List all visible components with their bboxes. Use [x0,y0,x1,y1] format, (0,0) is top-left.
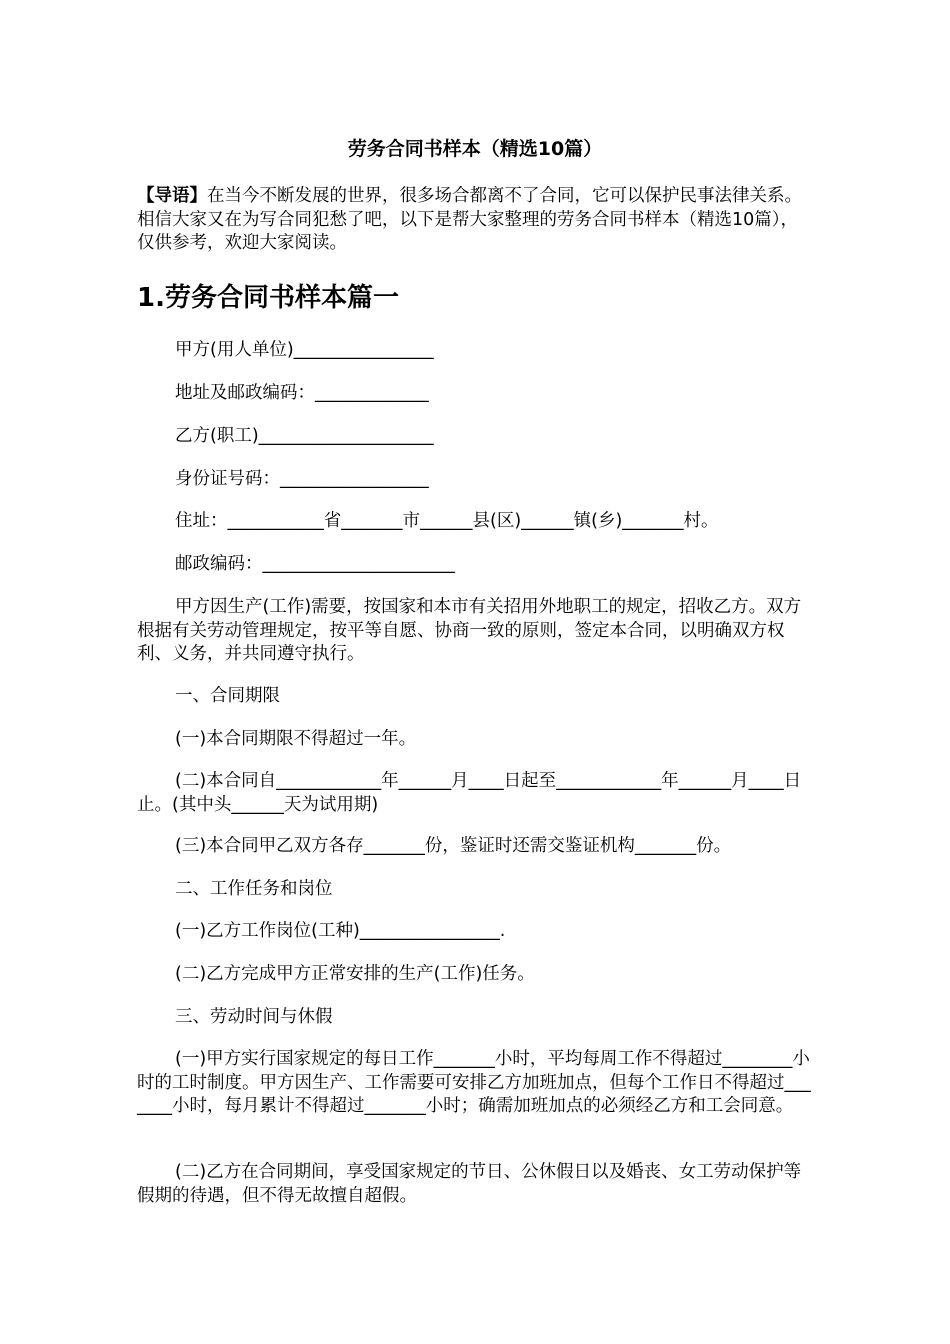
term-clause-1: (一)本合同期限不得超过一年。 [175,729,417,749]
term-clause-2: (二)本合同自____________年______月____日起至____________年______月____日止。(其中头______天为试用期) [137,771,802,815]
id-number-line: 身份证号码：_________________ [175,469,429,489]
address-line: 地址及邮政编码：_____________ [175,383,429,403]
intro-lead: 【导语】 [137,186,207,206]
section-two-heading: 二、工作任务和岗位 [175,879,333,899]
section-heading: 1.劳务合同书样本篇一 [137,283,399,313]
job-clause-2: (二)乙方完成甲方正常安排的生产(工作)任务。 [175,964,535,984]
term-clause-3: (三)本合同甲乙双方各存_______份，鉴证时还需交鉴证机构_______份。 [175,836,732,856]
contract-preamble: 甲方因生产(工作)需要，按国家和本市有关招用外地职工的规定，招收乙方。双方根据有关劳动管理规定，按平等自愿、协商一致的原则，签定本合同，以明确双方权利、义务，并共同遵守执行。 [137,597,802,664]
document-title: 劳务合同书样本（精选10篇） [347,138,603,160]
job-clause-1: (一)乙方工作岗位(工种)________________. [175,921,506,941]
residence-line: 住址：___________省_______市______县(区)______镇(乡)_______村。 [175,511,719,531]
section-three-heading: 三、劳动时间与休假 [175,1007,333,1027]
postal-code-line: 邮政编码：______________________ [175,554,455,574]
section-one-heading: 一、合同期限 [175,686,280,706]
intro-paragraph [137,185,813,256]
hours-clause-2: (二)乙方在合同期间，享受国家规定的节日、公休假日以及婚丧、女工劳动保护等假期的待遇，但不得无故擅自超假。 [137,1162,802,1206]
party-b-line: 乙方(职工)____________________ [175,426,434,446]
hours-clause-1: (一)甲方实行国家规定的每日工作_______小时，平均每周工作不得超过________小时的工时制度。甲方因生产、工作需要可安排乙方加班加点，但每个工作日不得超过_______小时，每月累计不得超过_______小时；确需加班加点的必须经乙方和工会同意。 [137,1049,811,1116]
party-a-line: 甲方(用人单位)________________ [175,340,434,360]
intro-text: 在当今不断发展的世界，很多场合都离不了合同，它可以保护民事法律关系。相信大家又在为写合同犯愁了吧，以下是帮大家整理的劳务合同书样本（精选10篇），仅供参考，欢迎大家阅读。 [137,186,802,253]
